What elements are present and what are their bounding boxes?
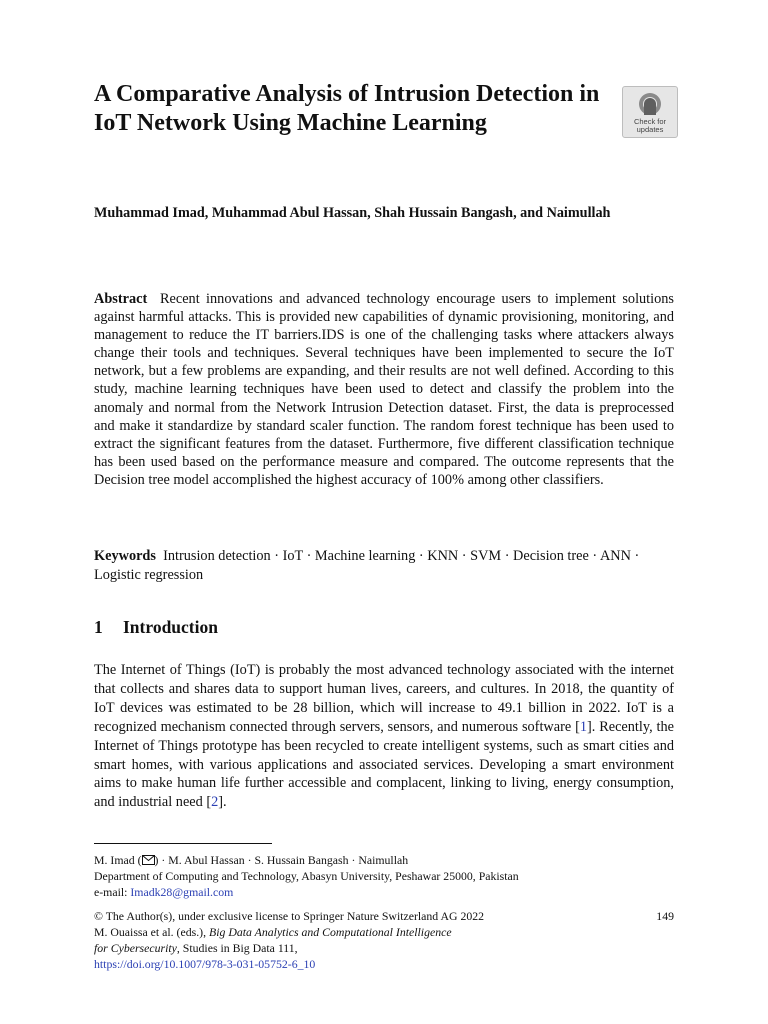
author-footnote <box>94 852 674 900</box>
abstract <box>94 290 674 489</box>
intro-text-1: The Internet of Things (IoT) is probably the most advanced technology associated with the internet that collects and shares data to support human lives, careers, and cultures. In 2018, the quantity of IoT devices was estimated to be 28 billion, which will increase to 49.1 billion in 2022. IoT is a recognized mechanism connected through servers, sensors, and numerous software [ <box>94 662 674 735</box>
book-citation-line-2 <box>94 940 674 956</box>
check-for-updates-label: Check for updates <box>633 117 667 134</box>
book-title-part-1: Big Data Analytics and Computational Intelligence <box>209 925 452 939</box>
page-number: 149 <box>656 909 674 923</box>
footnote-authors <box>94 852 674 868</box>
keywords-label: Keywords <box>94 548 156 564</box>
doi-link[interactable]: https://doi.org/10.1007/978-3-031-05752-6_10 <box>94 957 316 971</box>
section-heading <box>94 617 218 637</box>
copyright-block <box>94 908 674 972</box>
envelope-icon[interactable] <box>142 855 155 865</box>
abstract-label: Abstract <box>94 291 148 307</box>
footnote-authors-start: M. Imad ( <box>94 853 142 867</box>
email-link[interactable]: Imadk28@gmail.com <box>130 885 234 899</box>
book-title-part-2: for Cybersecurity <box>94 941 177 955</box>
editors: M. Ouaissa et al. (eds.), <box>94 925 207 939</box>
check-for-updates-badge[interactable] <box>622 86 678 138</box>
footnote-affiliation: Department of Computing and Technology, Abasyn University, Peshawar 25000, Pakistan <box>94 869 519 883</box>
book-citation-line-1 <box>94 924 674 940</box>
intro-text-2: ]. Recently, the Internet of Things prototype has been recycled to create intelligent systems, such as smart cities and smart homes, with various applications and associated services. Developing a smart environment aims to make human life further accessible and complacent, linking to living, energy consumption, and industrial need [ <box>94 718 674 811</box>
footnote-email-line <box>94 884 674 900</box>
email-label: e-mail: <box>94 885 128 899</box>
copyright-line: © The Author(s), under exclusive license to Springer Nature Switzerland AG 2022 <box>94 909 485 923</box>
section-title: Introduction <box>123 617 218 637</box>
footnote-divider <box>94 843 272 844</box>
keywords <box>94 547 674 585</box>
footnote-authors-end: ) · M. Abul Hassan · S. Hussain Bangash · Naimullah <box>154 853 409 867</box>
citation-link-1[interactable]: 1 <box>579 718 587 735</box>
abstract-text: Recent innovations and advanced technology encourage users to implement solutions against harmful attacks. This is provided new capabilities of dynamic provisioning, monitoring, and management to reduce the IT barriers.IDS is one of the challenging tasks where attackers always change their tools and techniques. Several techniques have been implemented to secure the IoT network, but a few problems are expanding, and their results are not well defined. According to this study, machine learning techniques have been used to detect and classify the problem into the anomaly and normal from the Network Intrusion Detection dataset. First, the data is preprocessed and make it standardize by standard scaler function. The random forest technique has been used to extract the significant features from the dataset. Furthermore, five different classification technique has been used based on the performance measure and compared. The outcome represents that the Decision tree model accomplished the highest accuracy of 100% among other classifiers. <box>94 291 674 488</box>
check-for-updates-icon <box>635 91 665 117</box>
citation-link-2[interactable]: 2 <box>211 794 219 811</box>
introduction-paragraph <box>94 661 674 812</box>
series-info: , Studies in Big Data 111, <box>176 941 298 955</box>
paper-title: A Comparative Analysis of Intrusion Detection in IoT Network Using Machine Learning <box>94 81 600 136</box>
keywords-text: Intrusion detection · IoT · Machine learning · KNN · SVM · Decision tree · ANN · Logistic regression <box>94 548 640 583</box>
author-list: Muhammad Imad, Muhammad Abul Hassan, Shah Hussain Bangash, and Naimullah <box>94 205 611 221</box>
section-number: 1 <box>94 617 103 637</box>
intro-text-3: ]. <box>218 794 227 811</box>
